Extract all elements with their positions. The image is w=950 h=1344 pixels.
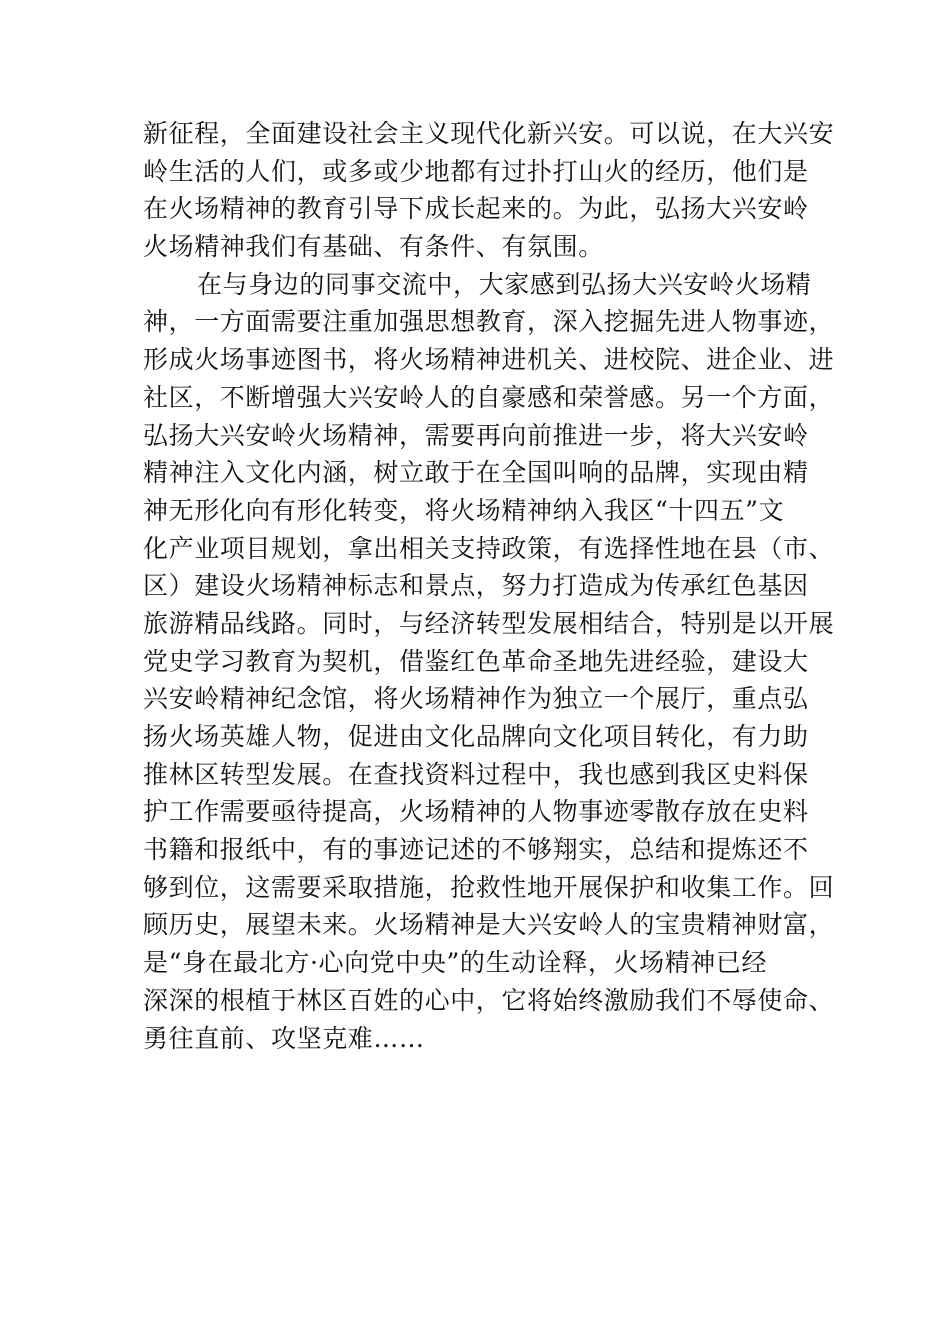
text-line: 形成火场事迹图书，将火场精神进机关、进校院、进企业、进 — [143, 345, 835, 375]
text-line: 顾历史，展望未来。火场精神是大兴安岭人的宝贵精神财富， — [143, 910, 835, 940]
text-line: 党史学习教育为契机，借鉴红色革命圣地先进经验，建设大 — [143, 646, 809, 676]
text-line: 护工作需要亟待提高，火场精神的人物事迹零散存放在史料 — [143, 797, 809, 827]
text-line: 社区，不断增强大兴安岭人的自豪感和荣誉感。另一个方面， — [143, 382, 835, 412]
text-line: 是“身在最北方·心向党中央”的生动诠释，火场精神已经 — [143, 948, 768, 978]
text-line: 弘扬大兴安岭火场精神，需要再向前推进一步，将大兴安岭 — [143, 420, 809, 450]
text-line: 勇往直前、攻坚克难…… — [143, 1023, 425, 1053]
text-line: 深深的根植于林区百姓的心中，它将始终激励我们不辱使命、 — [143, 985, 835, 1015]
paragraph-2 — [143, 266, 835, 1057]
text-line: 区）建设火场精神标志和景点，努力打造成为传承红色基因 — [143, 571, 809, 601]
text-line: 新征程，全面建设社会主义现代化新兴安。可以说，在大兴安 — [143, 119, 835, 148]
text-line: 书籍和报纸中，有的事迹记述的不够翔实，总结和提炼还不 — [143, 835, 809, 865]
text-line: 在火场精神的教育引导下成长起来的。为此，弘扬大兴安岭 — [143, 194, 809, 224]
text-line: 岭生活的人们，或多或少地都有过扑打山火的经历，他们是 — [143, 156, 809, 186]
text-line: 推林区转型发展。在查找资料过程中，我也感到我区史料保 — [143, 759, 809, 789]
text-line: 精神注入文化内涵，树立敢于在全国叫响的品牌，实现由精 — [143, 458, 809, 488]
text-line: 神无形化向有形化转变，将火场精神纳入我区“十四五”文 — [143, 495, 785, 525]
text-line: 神，一方面需要注重加强思想教育，深入挖掘先进人物事迹， — [143, 307, 835, 337]
text-line: 够到位，这需要采取措施，抢救性地开展保护和收集工作。回 — [143, 872, 835, 902]
text-line: 火场精神我们有基础、有条件、有氛围。 — [143, 232, 604, 262]
text-line: 扬火场英雄人物，促进由文化品牌向文化项目转化，有力助 — [143, 722, 809, 751]
text-line: 在与身边的同事交流中，大家感到弘扬大兴安岭火场精 — [197, 269, 812, 299]
document-body — [143, 115, 835, 1057]
paragraph-1 — [143, 115, 835, 266]
text-line: 兴安岭精神纪念馆，将火场精神作为独立一个展厅，重点弘 — [143, 684, 809, 714]
text-line: 旅游精品线路。同时，与经济转型发展相结合，特别是以开展 — [143, 608, 835, 638]
text-line: 化产业项目规划，拿出相关支持政策，有选择性地在县（市、 — [143, 533, 835, 563]
